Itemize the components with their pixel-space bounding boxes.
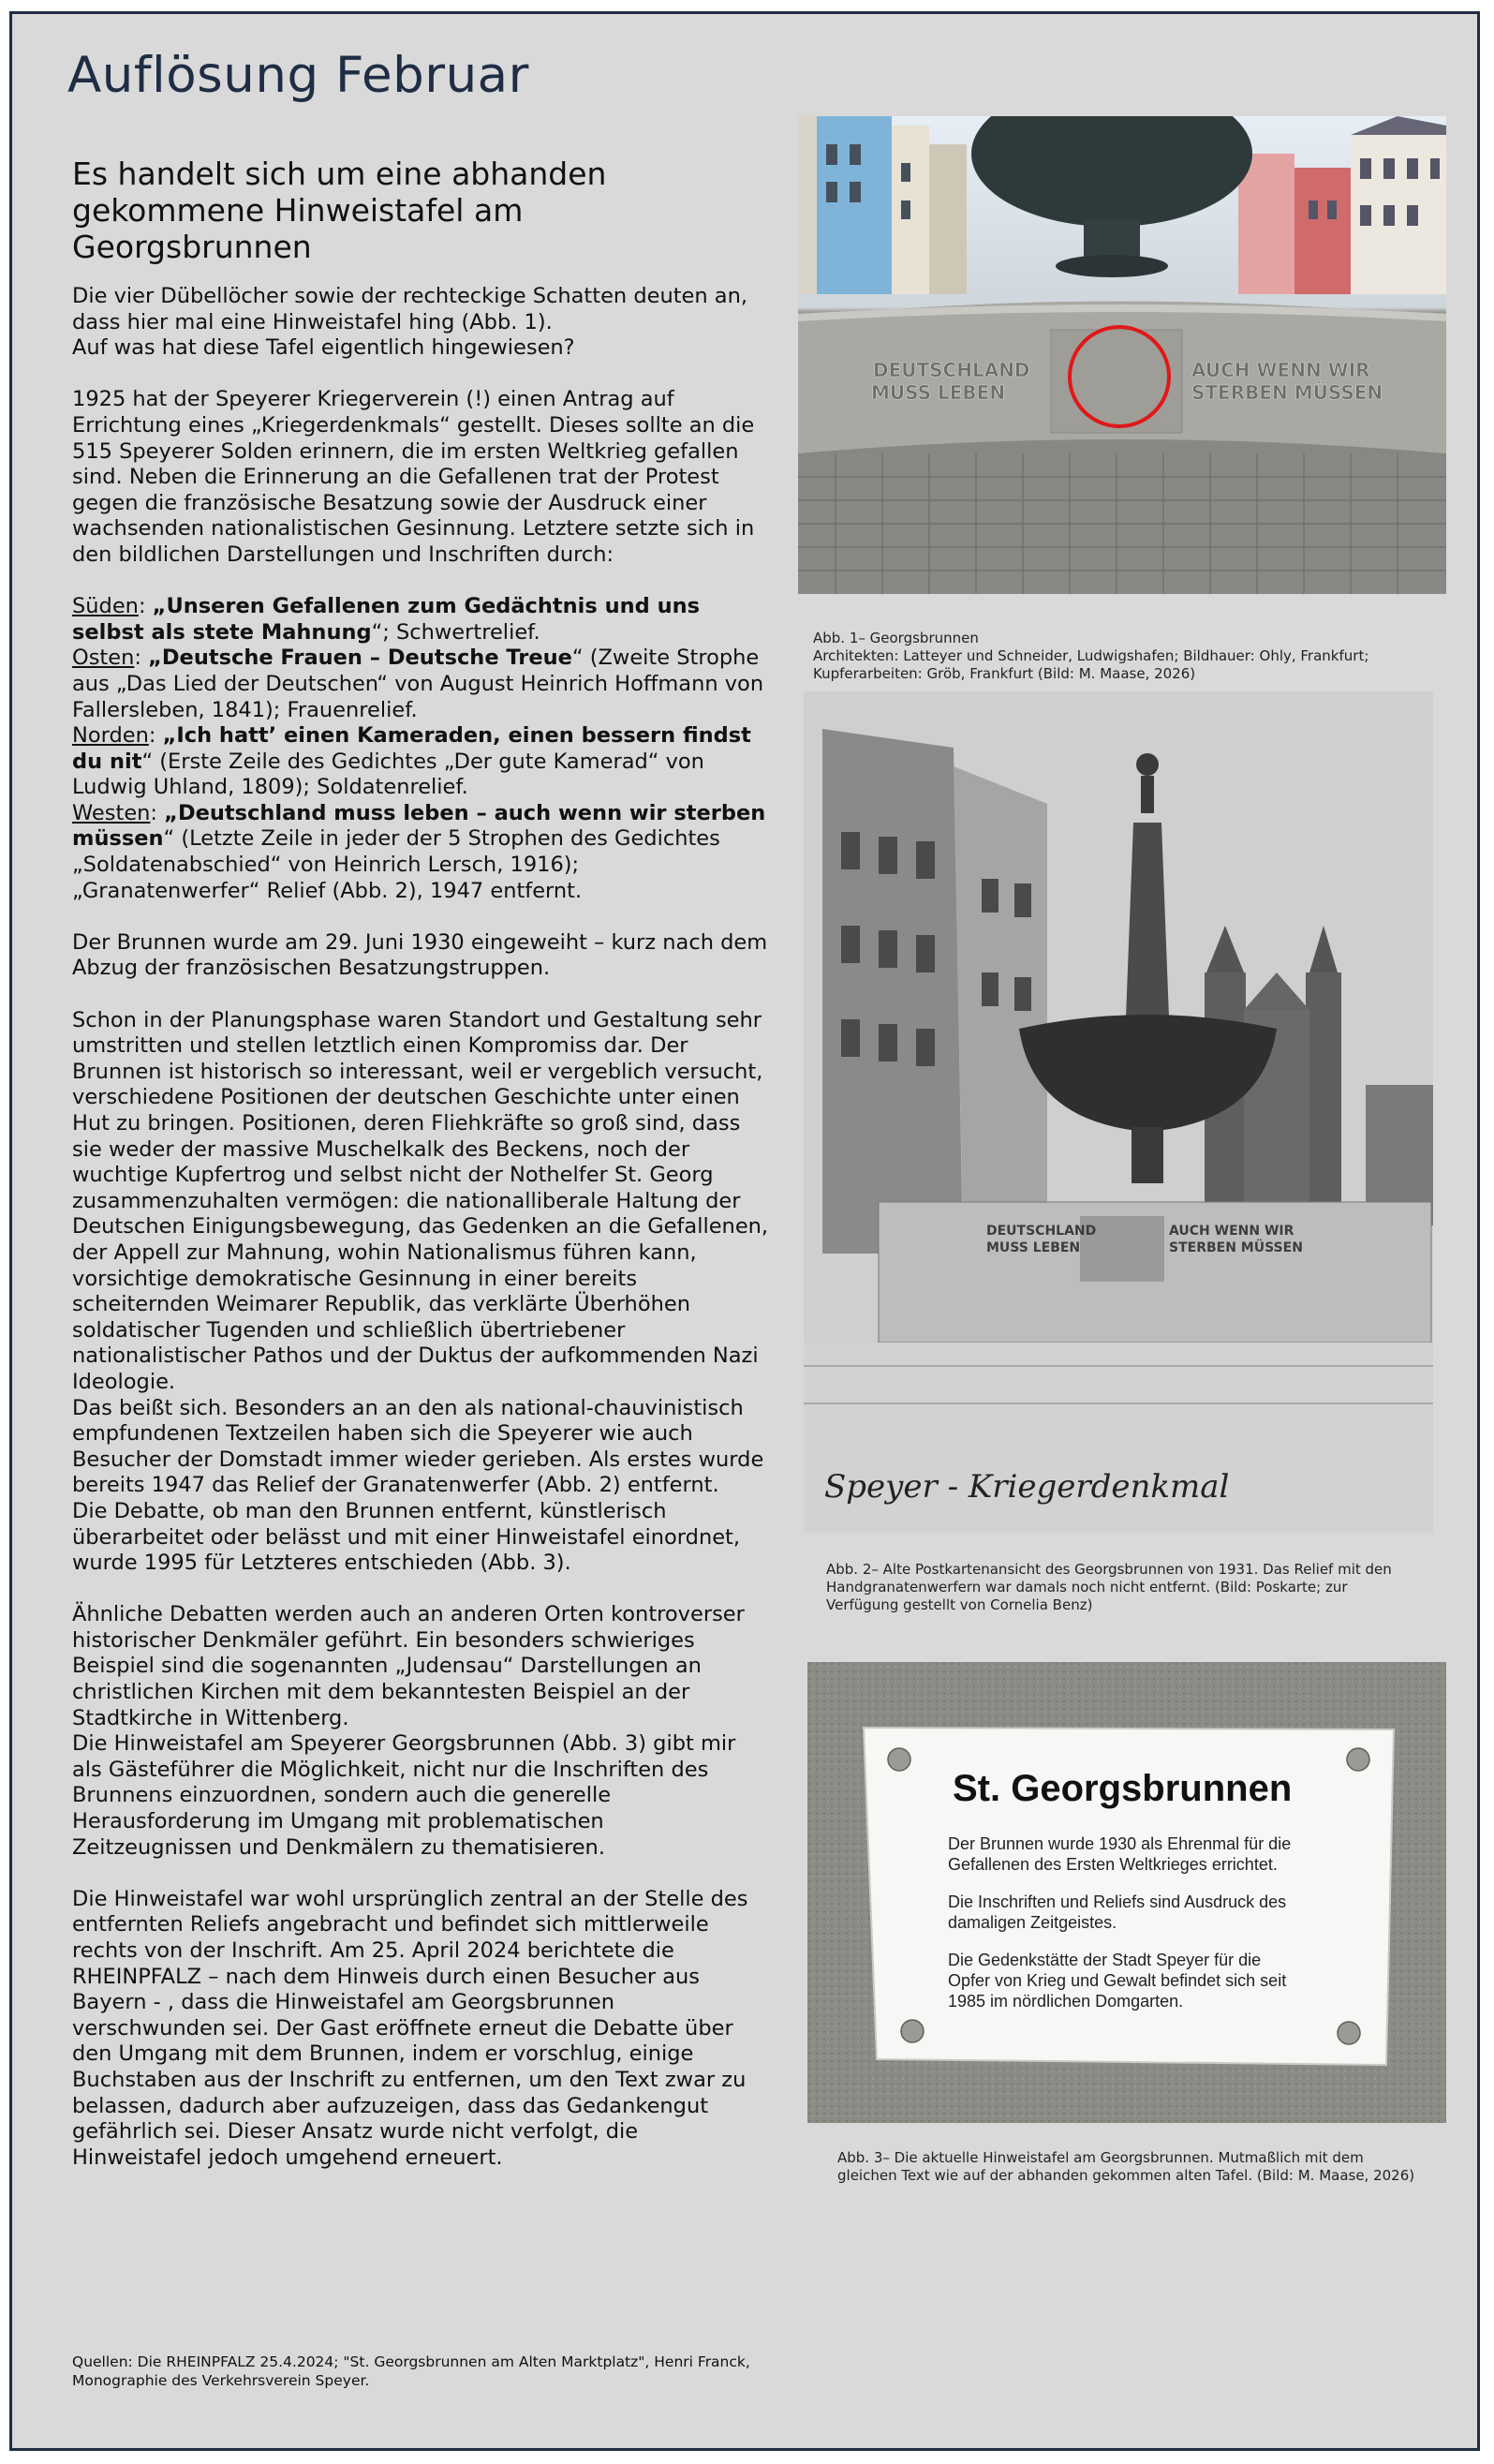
paragraph: Das beißt sich. Besonders an an den als national-chauvinistisch empfundenen Textzeilen haben sich die Speyerer wie auch Besucher der Domstadt immer wieder gerieben. Als erstes wurde bereits 1947 das Relief der Granatenwerfer (Abb. 2) entfernt. [72, 1395, 764, 1498]
caption-line: Kupferarbeiten: Gröb, Frankfurt (Bild: M. Maase, 2026) [813, 665, 1196, 682]
sign-text-line: damaligen Zeitgeistes. [948, 1913, 1117, 1932]
direction-label: Osten [72, 646, 135, 671]
inscription-east [72, 646, 770, 723]
figure-2-caption [826, 1561, 1392, 1614]
postcard-handwriting: Speyer - Kriegerdenkmal [824, 1468, 1230, 1506]
sign-text-line: Die Inschriften und Reliefs sind Ausdruck des [948, 1893, 1287, 1911]
sign-text-line: 1985 im nördlichen Domgarten. [948, 1992, 1184, 2011]
paragraph: Ähnliche Debatten werden auch an anderen Orten kontroverser historischer Denkmäler geführt. Ein besonders schwieriges Beispiel sind die sogenannten „Judensau“ Darstellungen an christlichen Kirchen mit dem bekanntesten Beispiel an der Stadtkirche in Wittenberg. [72, 1602, 745, 1730]
sign-text-line: Gefallenen des Ersten Weltkrieges errichtet. [948, 1855, 1278, 1874]
separator: : [150, 800, 165, 825]
figure-3-sign-photo [807, 1662, 1446, 2123]
figure-1-photo [798, 116, 1446, 594]
paragraph: Die vier Dübellöcher sowie der rechteckige Schatten deuten an, dass hier mal eine Hinweistafel hing (Abb. 1). [72, 284, 747, 334]
inscription-north [72, 723, 770, 801]
paragraph: Auf was hat diese Tafel eigentlich hingewiesen? [72, 335, 575, 361]
inscription-quote: „Unseren Gefallenen zum Gedächtnis und uns selbst als stete Mahnung [72, 594, 701, 645]
caption-line: Abb. 1– Georgsbrunnen [813, 630, 979, 646]
photo-inscription-right-1: AUCH WENN WIR [1191, 359, 1370, 381]
inscription-quote: „Deutschland muss leben – auch wenn wir sterben müssen [72, 800, 766, 852]
article-heading: Es handelt sich um eine abhanden gekommene Hinweistafel am Georgsbrunnen [72, 156, 607, 265]
direction-label: Süden [72, 594, 139, 619]
paragraph: Die Hinweistafel war wohl ursprünglich zentral an der Stelle des entfernten Reliefs angebracht und befindet sich mittlerweile rechts von der Inschrift. Am 25. April 2024 berichtete die RHEINPFALZ – nach dem Hinweis durch einen Besucher aus Bayern - , dass die Hinweistafel am Georgsbrunnen verschwunden sei. Der Gast eröffnete erneut die Debatte über den Umgang mit dem Brunnen, indem er vorschlug, einige Buchstaben aus der Inschrift zu entfernen, um den Text zwar zu belassen, dadurch aber aufzuzeigen, dass das Gedankengut gefährlich sei. Dieser Ansatz wurde nicht verfolgt, die Hinweistafel jedoch umgehend erneuert. [72, 1886, 748, 2170]
inscription-note: “ (Letzte Zeile in jeder der 5 Strophen des Gedichtes „Soldatenabschied“ von Heinrich Lersch, 1916); „Granatenwerfer“ Relief (Abb. 2), 1947 entfernt. [72, 826, 720, 903]
inscription-list [72, 594, 770, 904]
caption-line: Abb. 3– Die aktuelle Hinweistafel am Georgsbrunnen. Mutmaßlich mit dem [837, 2149, 1364, 2166]
inscription-west [72, 801, 770, 904]
caption-line: Architekten: Latteyer und Schneider, Ludwigshafen; Bildhauer: Ohly, Frankfurt; [813, 647, 1369, 664]
caption-line: Verfügung gestellt von Cornelia Benz) [826, 1596, 1093, 1613]
paragraph: Schon in der Planungsphase waren Standort und Gestaltung sehr umstritten und stellen letztlich einen Kompromiss dar. Der Brunnen ist historisch so interessant, weil er vergeblich versucht, verschiedene Positionen der deutschen Geschichte unter einen Hut zu bringen. Positionen, deren Fliehkräfte so groß sind, dass sie weder der massive Muschelkalk des Beckens, noch der wuchtige Kupfertrog und selbst nicht der Nothelfer St. Georg zusammenzuhalten vermögen: die nationalliberale Haltung der Deutschen Einigungsbewegung, das Gedenken an die Gefallenen, der Appell zur Mahnung, wohin Nationalismus führen kann, vorsichtige demokratische Gesinnung in einer bereits scheiternden Weimarer Republik, das verklärte Überhöhen soldatischer Tugenden und schließlich übertriebener nationalistischer Pathos und der Duktus der aufkommenden Nazi Ideologie. [72, 1007, 769, 1394]
caption-line: Abb. 2– Alte Postkartenansicht des Georgsbrunnen von 1931. Das Relief mit den [826, 1561, 1392, 1578]
sources-note: Quellen: Die RHEINPFALZ 25.4.2024; "St. Georgsbrunnen am Alten Marktplatz", Henri Franck, Monographie des Verkehrsverein Speyer. [72, 2353, 750, 2389]
inscription-note: “ (Zweite Strophe aus „Das Lied der Deutschen“ von August Heinrich Hoffmann von Fallersleben, 1841); Frauenrelief. [72, 646, 764, 722]
direction-label: Norden [72, 723, 149, 749]
paragraph: Die Hinweistafel am Speyerer Georgsbrunnen (Abb. 3) gibt mir als Gästeführer die Möglichkeit, nicht nur die Inschriften des Brunnens einzuordnen, sondern auch die generelle Herausforderung im Umgang mit problematischen Zeitzeugnissen und Denkmälern zu thematisieren. [72, 1731, 736, 1860]
figure-3-caption [837, 2149, 1414, 2185]
postcard-inscription-right-2: STERBEN MÜSSEN [1169, 1240, 1303, 1255]
inscription-note: “; Schwertrelief. [371, 619, 540, 645]
inscription-quote: „Deutsche Frauen – Deutsche Treue [148, 646, 572, 671]
inscription-quote: „Ich hatt’ einen Kameraden, einen bessern findst du nit [72, 723, 751, 774]
photo-inscription-left-1: DEUTSCHLAND [873, 359, 1030, 381]
sign-text-line: Die Gedenkstätte der Stadt Speyer für die [948, 1951, 1262, 1969]
sign-title: St. Georgsbrunnen [953, 1768, 1293, 1809]
separator: : [138, 594, 153, 619]
figure-2-postcard [804, 691, 1433, 1533]
photo-inscription-right-2: STERBEN MÜSSEN [1191, 381, 1383, 404]
separator: : [148, 723, 163, 749]
inscription-note: “ (Erste Zeile des Gedichtes „Der gute Kamerad“ von Ludwig Uhland, 1809); Soldatenrelief. [72, 749, 704, 800]
fountain-photo-illustration [798, 116, 1446, 594]
postcard-inscription-right-1: AUCH WENN WIR [1169, 1224, 1294, 1239]
figure-1-caption [813, 630, 1368, 683]
postcard-inscription-left-2: MUSS LEBEN [986, 1240, 1081, 1255]
paragraph: Der Brunnen wurde am 29. Juni 1930 eingeweiht – kurz nach dem Abzug der französischen Besatzungstruppen. [72, 929, 768, 981]
sign-text-line: Der Brunnen wurde 1930 als Ehrenmal für die [948, 1834, 1292, 1853]
page-title: Auflösung Februar [67, 47, 529, 104]
paragraph: 1925 hat der Speyerer Kriegerverein (!) einen Antrag auf Errichtung eines „Kriegerdenkmals“ gestellt. Dieses sollte an die 515 Speyerer Solden erinnern, die im ersten Weltkrieg gefallen sind. Neben die Erinnerung an die Gefallenen trat der Protest gegen die französische Besatzung sowie der Ausdruck einer wachsenden nationalistischen Gesinnung. Letztere setzte sich in den bildlichen Darstellungen und Inschriften durch: [72, 387, 755, 567]
paragraph: Die Debatte, ob man den Brunnen entfernt, künstlerisch überarbeitet oder belässt und mit einer Hinweistafel einordnet, wurde 1995 für Letzteres entschieden (Abb. 3). [72, 1498, 741, 1576]
separator: : [134, 646, 149, 671]
article-body [72, 156, 770, 2197]
inscription-south [72, 594, 770, 646]
photo-inscription-left-2: MUSS LEBEN [871, 381, 1006, 404]
caption-line: gleichen Text wie auf der abhanden gekommen alten Tafel. (Bild: M. Maase, 2026) [837, 2167, 1415, 2184]
sign-photo-illustration [807, 1662, 1446, 2123]
caption-line: Handgranatenwerfern war damals noch nicht entfernt. (Bild: Poskarte; zur [826, 1579, 1348, 1596]
direction-label: Westen [72, 800, 151, 825]
postcard-inscription-left-1: DEUTSCHLAND [986, 1224, 1097, 1239]
postcard-illustration [804, 691, 1433, 1533]
sign-text-line: Opfer von Krieg und Gewalt befindet sich seit [948, 1971, 1287, 1990]
